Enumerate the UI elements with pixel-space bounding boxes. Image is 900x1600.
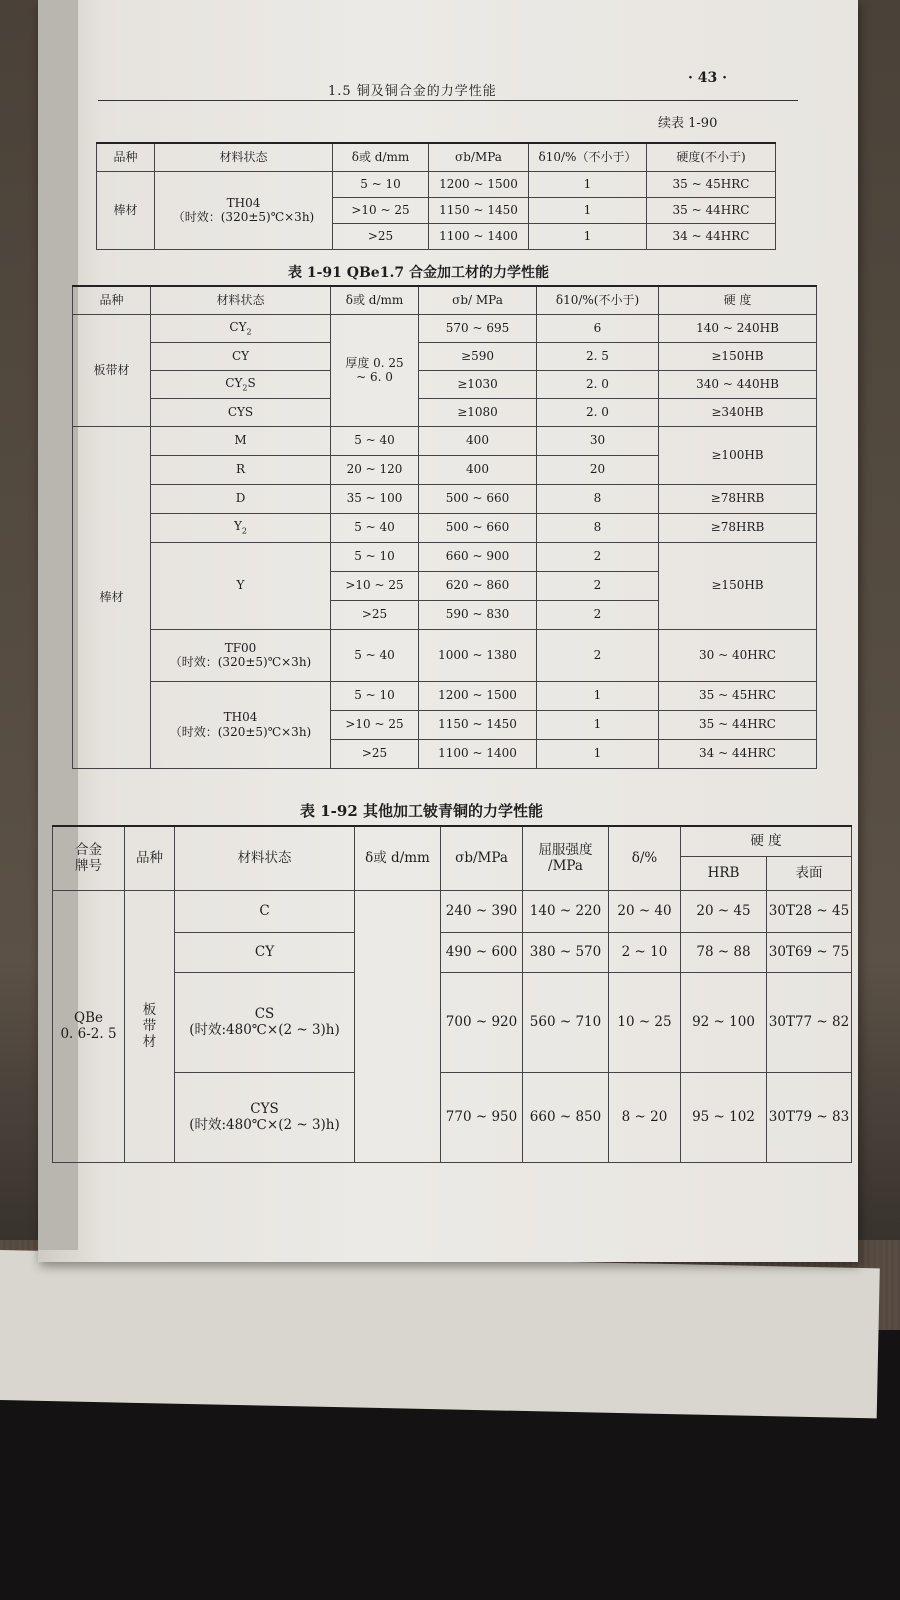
table-header-row xyxy=(97,143,776,171)
col-header: 品种 xyxy=(73,286,151,314)
state-name: TH04 xyxy=(226,195,261,210)
cell: 400 xyxy=(419,426,537,455)
cell: 1 xyxy=(537,710,659,739)
cell: 1100 ~ 1400 xyxy=(429,223,529,249)
cell: ≥78HRB xyxy=(659,513,817,542)
table-1-91-caption: 表 1-91 QBe1.7 合金加工材的力学性能 xyxy=(288,265,549,281)
cell: >10 ~ 25 xyxy=(331,710,419,739)
col-header: σb/MPa xyxy=(441,826,523,890)
table-row xyxy=(73,629,817,681)
cell: ≥150HB xyxy=(659,342,817,370)
cell: 560 ~ 710 xyxy=(523,972,609,1072)
table-row xyxy=(73,398,817,426)
cell: 34 ~ 44HRC xyxy=(659,739,817,768)
cell: 700 ~ 920 xyxy=(441,972,523,1072)
col-header-line: 牌号 xyxy=(75,858,102,875)
cell: 2 xyxy=(537,542,659,571)
col-header: δ或 d/mm xyxy=(333,143,429,171)
col-header: σb/MPa xyxy=(429,143,529,171)
cell: 490 ~ 600 xyxy=(441,932,523,972)
col-header xyxy=(523,826,609,890)
col-header: δ或 d/mm xyxy=(331,286,419,314)
table-1-92-caption: 表 1-92 其他加工铍青铜的力学性能 xyxy=(300,802,543,820)
cell: 8 xyxy=(537,484,659,513)
empty-cell xyxy=(355,890,441,1162)
cell: 770 ~ 950 xyxy=(441,1072,523,1162)
state-cell xyxy=(151,629,331,681)
state-note: (时效:480℃×(2 ~ 3)h) xyxy=(189,1117,340,1133)
cell: 34 ~ 44HRC xyxy=(647,223,776,249)
col-header: 材料状态 xyxy=(151,286,331,314)
cell: 5 ~ 40 xyxy=(331,426,419,455)
cell: 30 xyxy=(537,426,659,455)
cell: 2 ~ 10 xyxy=(609,932,681,972)
state-cell: R xyxy=(151,455,331,484)
cell: 1200 ~ 1500 xyxy=(429,171,529,197)
table-row xyxy=(73,314,817,342)
cell: 20 ~ 45 xyxy=(681,890,767,932)
cell: 2 xyxy=(537,600,659,629)
header-rule xyxy=(98,100,798,101)
col-header: 品种 xyxy=(125,826,175,890)
cell: 92 ~ 100 xyxy=(681,972,767,1072)
col-header: δ/% xyxy=(609,826,681,890)
table-row xyxy=(73,484,817,513)
cell: >10 ~ 25 xyxy=(333,197,429,223)
col-header: 表面 xyxy=(767,856,852,890)
state-name: CS xyxy=(254,1005,275,1022)
cell: 1100 ~ 1400 xyxy=(419,739,537,768)
col-header: 品种 xyxy=(97,143,155,171)
cell: ≥340HB xyxy=(659,398,817,426)
cell: 30T69 ~ 75 xyxy=(767,932,852,972)
cell: 78 ~ 88 xyxy=(681,932,767,972)
paper-sheet-under xyxy=(0,1250,880,1418)
cell: 1 xyxy=(529,171,647,197)
cell: 500 ~ 660 xyxy=(419,484,537,513)
table-1-92 xyxy=(52,825,852,1163)
col-header-line: 合金 xyxy=(75,842,102,859)
cell: 35 ~ 44HRC xyxy=(647,197,776,223)
cell: 660 ~ 900 xyxy=(419,542,537,571)
col-header: 材料状态 xyxy=(155,143,333,171)
cell: 1150 ~ 1450 xyxy=(429,197,529,223)
cell: 5 ~ 10 xyxy=(333,171,429,197)
cell: ≥78HRB xyxy=(659,484,817,513)
cell: 20 ~ 40 xyxy=(609,890,681,932)
table-header-row xyxy=(73,286,817,314)
cell: 8 xyxy=(537,513,659,542)
col-header: HRB xyxy=(681,856,767,890)
table-row xyxy=(73,426,817,455)
cell: 2 xyxy=(537,571,659,600)
cell: 240 ~ 390 xyxy=(441,890,523,932)
state-cell: $CY_2$ xyxy=(151,314,331,342)
cell: >25 xyxy=(331,600,419,629)
cell: 570 ~ 695 xyxy=(419,314,537,342)
cell: 590 ~ 830 xyxy=(419,600,537,629)
cell: 620 ~ 860 xyxy=(419,571,537,600)
state-cell xyxy=(175,972,355,1072)
cell: 95 ~ 102 xyxy=(681,1072,767,1162)
state-cell: CY xyxy=(151,342,331,370)
state-cell: Y xyxy=(151,542,331,629)
table-row xyxy=(53,890,852,932)
alloy-line: 0. 6-2. 5 xyxy=(60,1026,117,1042)
cell: ≥1030 xyxy=(419,370,537,398)
col-header: 硬 度 xyxy=(659,286,817,314)
cell: 140 ~ 240HB xyxy=(659,314,817,342)
state-note: (时效:480℃×(2 ~ 3)h) xyxy=(189,1022,340,1038)
cell: 340 ~ 440HB xyxy=(659,370,817,398)
cell: 1200 ~ 1500 xyxy=(419,681,537,710)
table-1-91 xyxy=(72,285,817,769)
col-header: 硬度(不小于) xyxy=(647,143,776,171)
cell: 6 xyxy=(537,314,659,342)
cell: 1 xyxy=(537,739,659,768)
cell: 35 ~ 45HRC xyxy=(647,171,776,197)
cell: 1 xyxy=(529,223,647,249)
col-header-line: /MPa xyxy=(548,858,583,875)
state-name: TH04 xyxy=(223,710,258,725)
cell: ≥590 xyxy=(419,342,537,370)
cell: 10 ~ 25 xyxy=(609,972,681,1072)
col-header: δ10/%(不小于) xyxy=(537,286,659,314)
state-cell xyxy=(155,171,333,249)
col-header: δ或 d/mm xyxy=(355,826,441,890)
cell: 5 ~ 10 xyxy=(331,542,419,571)
cell: >25 xyxy=(331,739,419,768)
cell: 1150 ~ 1450 xyxy=(419,710,537,739)
table-row xyxy=(73,370,817,398)
col-header: 材料状态 xyxy=(175,826,355,890)
table-row xyxy=(73,342,817,370)
state-cell: $Y_2$ xyxy=(151,513,331,542)
table-row xyxy=(73,542,817,571)
state-name: TF00 xyxy=(224,640,257,655)
category-cell: 棒材 xyxy=(73,426,151,768)
thickness-line: 厚度 0. 25 xyxy=(345,355,404,370)
page-number: · 43 · xyxy=(688,70,727,86)
cell: >25 xyxy=(333,223,429,249)
state-name: CYS xyxy=(250,1100,279,1117)
cell: 660 ~ 850 xyxy=(523,1072,609,1162)
table-row xyxy=(97,171,776,197)
cell: 30T77 ~ 82 xyxy=(767,972,852,1072)
cell: 5 ~ 40 xyxy=(331,513,419,542)
col-header: σb/ MPa xyxy=(419,286,537,314)
type-char: 材 xyxy=(142,1034,157,1051)
state-cell: $CY_2S$ xyxy=(151,370,331,398)
cell: ≥100HB xyxy=(659,426,817,484)
table-header-row xyxy=(53,826,852,856)
cell: 5 ~ 40 xyxy=(331,629,419,681)
cell: 380 ~ 570 xyxy=(523,932,609,972)
state-cell: D xyxy=(151,484,331,513)
type-cell xyxy=(125,890,175,1162)
col-header: δ10/%（不小于） xyxy=(529,143,647,171)
table-row xyxy=(73,681,817,710)
cell: ≥1080 xyxy=(419,398,537,426)
table-1-90-caption: 续表 1-90 xyxy=(658,116,718,131)
cell: 1 xyxy=(537,681,659,710)
cell: 500 ~ 660 xyxy=(419,513,537,542)
state-cell: C xyxy=(175,890,355,932)
cell: ≥150HB xyxy=(659,542,817,629)
cell: 2. 0 xyxy=(537,398,659,426)
cell: 30T28 ~ 45 xyxy=(767,890,852,932)
cell: 30 ~ 40HRC xyxy=(659,629,817,681)
state-cell xyxy=(175,1072,355,1162)
thickness-line: ~ 6. 0 xyxy=(356,370,393,384)
state-cell: CY xyxy=(175,932,355,972)
col-header-line: 屈服强度 xyxy=(538,842,593,859)
state-cell: M xyxy=(151,426,331,455)
cell: 1000 ~ 1380 xyxy=(419,629,537,681)
book-page xyxy=(38,0,858,1262)
cell: 1 xyxy=(529,197,647,223)
cell: 30T79 ~ 83 xyxy=(767,1072,852,1162)
col-header: 硬 度 xyxy=(681,826,852,856)
state-note: （时效：(320±5)℃×3h) xyxy=(169,724,312,739)
thickness-cell xyxy=(331,314,419,426)
col-header xyxy=(53,826,125,890)
type-char: 带 xyxy=(142,1017,157,1034)
cell: 20 xyxy=(537,455,659,484)
cell: 2. 0 xyxy=(537,370,659,398)
table-1-90 xyxy=(96,142,776,250)
cell: 20 ~ 120 xyxy=(331,455,419,484)
alloy-cell xyxy=(53,890,125,1162)
cell: >10 ~ 25 xyxy=(331,571,419,600)
cell: 140 ~ 220 xyxy=(523,890,609,932)
state-note: （时效：(320±5)℃×3h) xyxy=(169,655,312,669)
cell: 35 ~ 45HRC xyxy=(659,681,817,710)
section-header: 1.5 铜及铜合金的力学性能 xyxy=(328,84,497,99)
cell: 8 ~ 20 xyxy=(609,1072,681,1162)
cell: 5 ~ 10 xyxy=(331,681,419,710)
cell: 35 ~ 100 xyxy=(331,484,419,513)
state-cell: CYS xyxy=(151,398,331,426)
cell: 35 ~ 44HRC xyxy=(659,710,817,739)
category-cell: 棒材 xyxy=(97,171,155,249)
cell: 2 xyxy=(537,629,659,681)
category-cell: 板带材 xyxy=(73,314,151,426)
alloy-line: QBe xyxy=(74,1009,103,1026)
cell: 2. 5 xyxy=(537,342,659,370)
cell: 400 xyxy=(419,455,537,484)
table-row xyxy=(73,513,817,542)
state-cell xyxy=(151,681,331,768)
state-note: （时效：(320±5)℃×3h) xyxy=(172,210,315,224)
type-char: 板 xyxy=(142,1001,157,1018)
